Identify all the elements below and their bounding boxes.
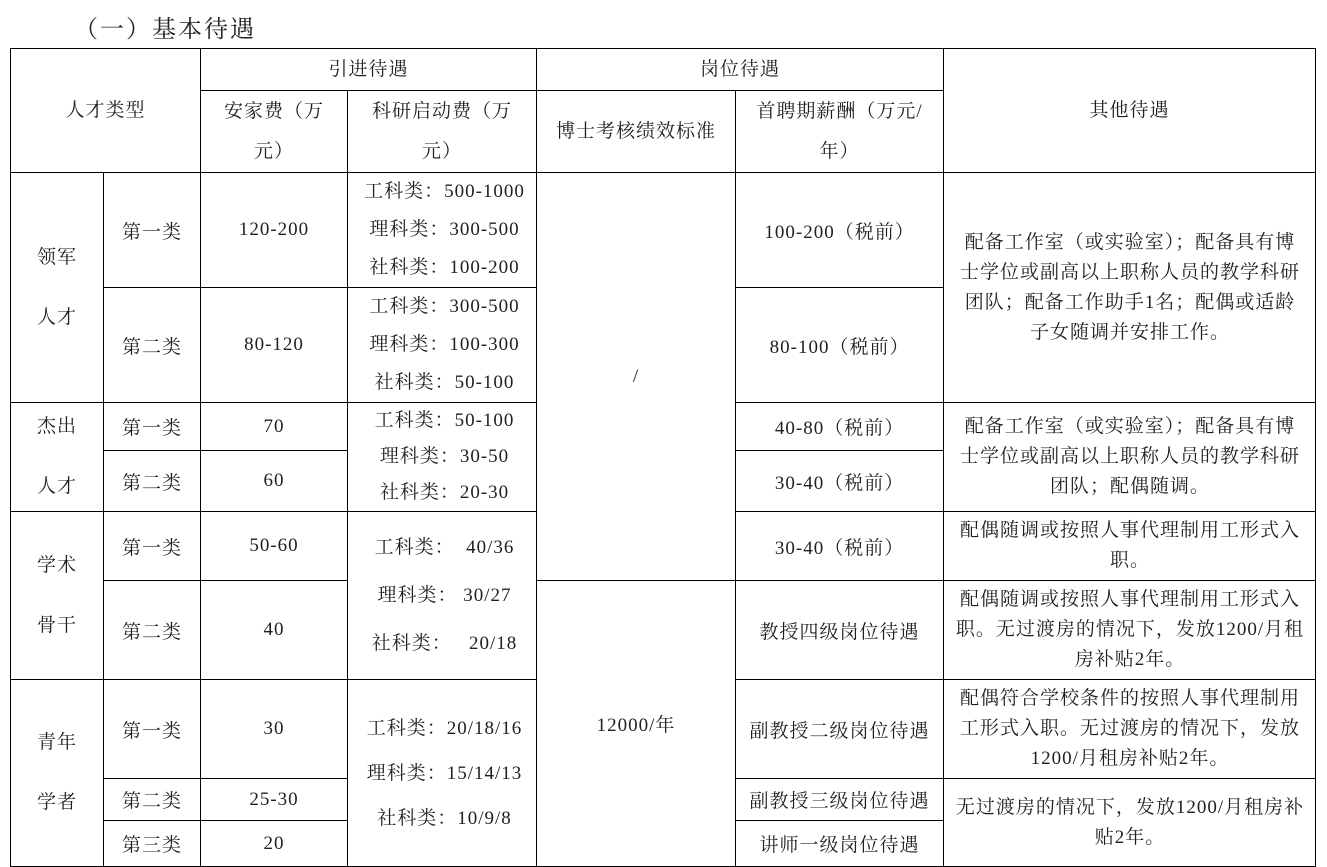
header-first-term-salary: [736, 91, 944, 173]
other-xueshu1: 配偶随调或按照人事代理制用工形式入职。: [944, 512, 1316, 581]
research-jiechu: [348, 403, 537, 512]
salary-r3: 40-80（税前）: [736, 403, 944, 451]
group-lingjun: [11, 173, 104, 403]
spacer: [11, 442, 103, 472]
header-research-fund-text: 科研启动费（万元）: [372, 100, 513, 162]
header-settling-fee-text: 安家费（万元）: [224, 100, 325, 162]
header-talent-type: 人才类型: [11, 49, 201, 173]
salary-r8: 副教授三级岗位待遇: [736, 779, 944, 821]
header-research-fund: [348, 91, 537, 173]
spacer: [11, 581, 103, 611]
salary-r6: 教授四级岗位待遇: [736, 581, 944, 680]
research-line: 工科类：20/18/16: [366, 717, 523, 739]
group-lingjun-line2: 人才: [36, 306, 77, 328]
research-xueshu: [348, 512, 537, 680]
settling-r5: 50-60: [201, 512, 348, 581]
category-r8: 第二类: [104, 779, 201, 821]
category-r5: 第一类: [104, 512, 201, 581]
settling-r6: 40: [201, 581, 348, 680]
group-jiechu-line1: 杰出: [36, 416, 77, 437]
group-qingnian: [11, 680, 104, 867]
group-jiechu-line2: 人才: [36, 476, 77, 497]
research-line: 社科类：50-100: [374, 372, 515, 393]
research-qingnian: [348, 680, 537, 867]
settling-r9: 20: [201, 821, 348, 867]
research-line: 社科类：100-200: [369, 257, 520, 278]
section-title: （一）基本待遇: [74, 17, 256, 43]
header-intro-group: 引进待遇: [201, 49, 537, 91]
salary-r1: 100-200（税前）: [736, 173, 944, 288]
category-r9: 第三类: [104, 821, 201, 867]
research-line: 工科类：500-1000: [364, 181, 525, 202]
group-qingnian-line2: 学者: [36, 792, 77, 813]
research-line: 工科类：300-500: [369, 296, 520, 317]
group-qingnian-line1: 青年: [36, 732, 77, 753]
category-r7: 第一类: [104, 680, 201, 779]
group-xueshu-line2: 骨干: [36, 614, 77, 636]
header-other-benefits: 其他待遇: [944, 49, 1316, 173]
research-line: 理科类： 30/27: [377, 584, 512, 606]
settling-r4: 60: [201, 451, 348, 512]
category-r3: 第一类: [104, 403, 201, 451]
other-xueshu2: 配偶随调或按照人事代理制用工形式入职。无过渡房的情况下，发放1200/月租房补贴2年。: [944, 581, 1316, 680]
salary-r4: 30-40（税前）: [736, 451, 944, 512]
settling-r3: 70: [201, 403, 348, 451]
header-settling-fee: [201, 91, 348, 173]
group-xueshu: [11, 512, 104, 680]
research-line: 工科类： 40/36: [374, 536, 515, 558]
research-r1: [348, 173, 537, 288]
settling-r8: 25-30: [201, 779, 348, 821]
group-jiechu: [11, 403, 104, 512]
header-post-group: 岗位待遇: [537, 49, 944, 91]
settling-r7: 30: [201, 680, 348, 779]
research-line: 理科类：100-300: [369, 334, 520, 355]
salary-r2: 80-100（税前）: [736, 288, 944, 403]
other-lingjun: 配备工作室（或实验室）；配备具有博士学位或副高以上职称人员的教学科研团队；配备工作助手1名；配偶或适龄子女随调并安排工作。: [944, 173, 1316, 403]
header-first-term-salary-text: 首聘期薪酬（万元/年）: [756, 100, 923, 162]
benefits-table: [10, 48, 1316, 867]
salary-r9: 讲师一级岗位待遇: [736, 821, 944, 867]
phd-assessment-bottom: 12000/年: [537, 581, 736, 867]
research-line: 工科类：50-100: [374, 410, 515, 431]
salary-r5: 30-40（税前）: [736, 512, 944, 581]
spacer: [11, 758, 103, 788]
research-line: 社科类： 20/18: [371, 632, 518, 654]
category-r1: 第一类: [104, 173, 201, 288]
salary-r7: 副教授二级岗位待遇: [736, 680, 944, 779]
header-phd-assessment: 博士考核绩效标准: [537, 91, 736, 173]
settling-r2: 80-120: [201, 288, 348, 403]
phd-assessment-top: /: [537, 173, 736, 581]
research-line: 社科类：20-30: [379, 482, 510, 503]
category-r2: 第二类: [104, 288, 201, 403]
category-r6: 第二类: [104, 581, 201, 680]
other-qingnian1: 配偶符合学校条件的按照人事代理制用工形式入职。无过渡房的情况下，发放1200/月租房补贴2年。: [944, 680, 1316, 779]
research-line: 社科类：10/9/8: [377, 807, 512, 829]
research-r2: [348, 288, 537, 403]
research-line: 理科类：30-50: [379, 446, 510, 467]
category-r4: 第二类: [104, 451, 201, 512]
research-line: 理科类：300-500: [369, 219, 520, 240]
settling-r1: 120-200: [201, 173, 348, 288]
other-jiechu: 配备工作室（或实验室）；配备具有博士学位或副高以上职称人员的教学科研团队；配偶随调。: [944, 403, 1316, 512]
research-line: 理科类：15/14/13: [366, 762, 523, 784]
group-xueshu-line1: 学术: [36, 554, 77, 576]
spacer: [11, 273, 103, 303]
group-lingjun-line1: 领军: [36, 246, 77, 268]
other-qingnian23: 无过渡房的情况下，发放1200/月租房补贴2年。: [944, 779, 1316, 867]
